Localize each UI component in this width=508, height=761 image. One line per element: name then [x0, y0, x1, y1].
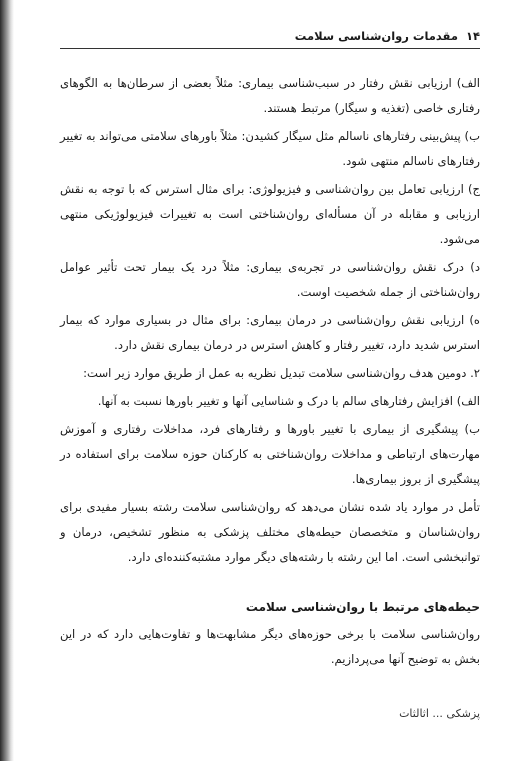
paragraph-reflection: تأمل در موارد یاد شده نشان می‌دهد که روان‌شناسی سلامت رشته بسیار مفیدی برای روان‌شناسان و متخصصان حیطه‌های مختلف پزشکی به منظور تشخیص، درمان و توانبخشی است. اما این رشته با رشته‌های دیگر موارد مشتبه‌کننده‌ای دارد.	[60, 500, 480, 564]
page-number: ۱۴	[465, 29, 480, 43]
footer-fragment: پزشکی ... اثالثات	[399, 707, 480, 720]
paragraph-prevention: ب) پیشگیری از بیماری با تغییر باورها و رفتارهای فرد، مداخلات رفتاری و آموزش مهارت‌های ارتباطی و مداخلات روان‌شناختی به کارکنان حوزه سلامت برای استفاده در پیشگیری از بروز بیماری‌ها.	[60, 422, 480, 486]
chapter-title: مقدمات روان‌شناسی سلامت	[294, 29, 458, 43]
paragraph-illness-experience: د) درک نقش روان‌شناسی در تجربه‌ی بیماری: مثلاً درد یک بیمار تحت تأثیر عوامل روان‌شناختی از جمله شخصیت اوست.	[60, 260, 480, 299]
paragraph-healthy-behaviors: الف) افزایش رفتارهای سالم با درک و شناسایی آنها و تغییر باورها نسبت به آنها.	[97, 394, 480, 408]
section-heading: حیطه‌های مرتبط با روان‌شناسی سلامت	[245, 600, 480, 614]
paragraph-treatment-role: ه) ارزیابی نقش روان‌شناسی در درمان بیماری: برای مثال در بسیاری موارد که بیمار استرس شدید دارد، تغییر رفتار و کاهش استرس در درمان بیماری نقش دارد.	[60, 313, 480, 352]
scan-binding-edge	[0, 0, 14, 761]
section-body: روان‌شناسی سلامت با برخی حوزه‌های دیگر مشابهت‌ها و تفاوت‌هایی دارد که در این بخش به توضیح آنها می‌پردازیم.	[60, 627, 480, 666]
running-header	[60, 28, 480, 49]
paragraph-psychology-physiology: ج) ارزیابی تعامل بین روان‌شناسی و فیزیولوژی: برای مثال استرس که با توجه به نقش ارزیابی و مقابله در آن مسأله‌ای روان‌شناختی است به تغییرات فیزیولوژیکی منتهی می‌شود.	[60, 182, 480, 246]
paragraph-cause-of-illness: الف) ارزیابی نقش رفتار در سبب‌شناسی بیماری: مثلاً بعضی از سرطان‌ها به الگوهای رفتاری خاصی (تغذیه و سیگار) مرتبط هستند.	[60, 76, 480, 115]
book-page	[60, 28, 480, 722]
paragraph-predict-unhealthy-behavior: ب) پیش‌بینی رفتارهای ناسالم مثل سیگار کشیدن: مثلاً باورهای سلامتی می‌تواند به تغییر رفتارهای ناسالم منتهی شود.	[60, 129, 480, 168]
paragraph-second-goal: ۲. دومین هدف روان‌شناسی سلامت تبدیل نظریه به عمل از طریق موارد زیر است:	[83, 366, 480, 380]
